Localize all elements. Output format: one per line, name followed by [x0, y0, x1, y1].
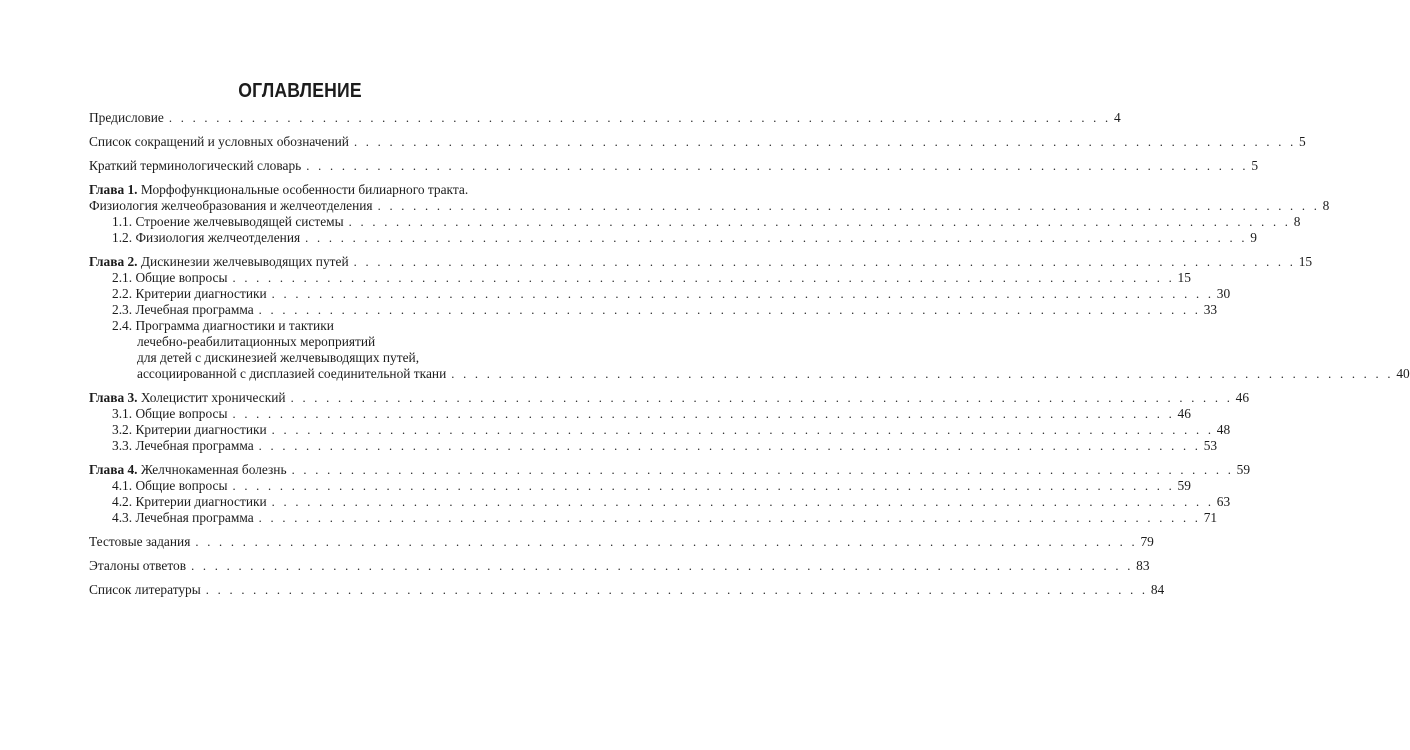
entry-title: Краткий терминологический словарь	[89, 158, 302, 173]
dot-leader: . . . . . . . . . . . . . . . . . . . . . . . . . . . . . . . . . . . . . . . . . . . . . . . . . . . . . . . . . . . . . . . . . . . . . . . . . . . . . . . .	[258, 511, 1201, 525]
page-number: 59	[1236, 462, 1251, 477]
dot-leader: . . . . . . . . . . . . . . . . . . . . . . . . . . . . . . . . . . . . . . . . . . . . . . . . . . . . . . . . . . . . . . . . . . . . . . . . . . . . . . . .	[353, 135, 1297, 149]
dot-leader: . . . . . . . . . . . . . . . . . . . . . . . . . . . . . . . . . . . . . . . . . . . . . . . . . . . . . . . . . . . . . . . . . . . . . . . . . . . . . . . .	[306, 159, 1249, 173]
toc-entry	[89, 558, 1150, 574]
dot-leader: . . . . . . . . . . . . . . . . . . . . . . . . . . . . . . . . . . . . . . . . . . . . . . . . . . . . . . . . . . . . . . . . . . . . . . . . . . . . . . . .	[232, 271, 1175, 285]
section-number: 1.2.	[112, 230, 133, 245]
chapter-label: Глава 1.	[89, 182, 138, 197]
page-number: 33	[1203, 302, 1218, 317]
section-title-text: Общие вопросы	[135, 478, 228, 493]
section-title	[112, 302, 254, 318]
dot-leader: . . . . . . . . . . . . . . . . . . . . . . . . . . . . . . . . . . . . . . . . . . . . . . . . . . . . . . . . . . . . . . . . . . . . . . . . . . . . . . . .	[258, 439, 1201, 453]
toc-section	[89, 366, 1410, 382]
section-title	[112, 366, 446, 382]
page-number: 5	[1251, 158, 1259, 173]
toc-entry	[89, 134, 1306, 150]
chapter-label: Глава 4.	[89, 462, 138, 477]
chapter-title	[89, 198, 373, 214]
toc-section	[89, 302, 1218, 318]
section-number: 4.1.	[112, 478, 133, 493]
toc-section	[89, 438, 1218, 454]
dot-leader: . . . . . . . . . . . . . . . . . . . . . . . . . . . . . . . . . . . . . . . . . . . . . . . . . . . . . . . . . . . . . . . . . . . . . . . . . . . . . . . .	[205, 583, 1148, 597]
toc-section	[89, 478, 1191, 494]
chapter-title	[89, 462, 287, 478]
section-title-text: для детей с дискинезией желчевыводящих путей,	[137, 350, 420, 365]
dot-leader: . . . . . . . . . . . . . . . . . . . . . . . . . . . . . . . . . . . . . . . . . . . . . . . . . . . . . . . . . . . . . . . . . . . . . . . . . . . . . . . .	[271, 287, 1214, 301]
page-number: 79	[1140, 534, 1154, 549]
toc-section-line	[89, 334, 507, 350]
chapter-title	[89, 254, 349, 270]
section-title	[112, 438, 254, 454]
table-of-contents	[89, 110, 1410, 598]
section-number: 2.1.	[112, 270, 133, 285]
section-title-text: Строение желчевыводящей системы	[135, 214, 344, 229]
page-number: 30	[1216, 286, 1231, 301]
dot-leader: . . . . . . . . . . . . . . . . . . . . . . . . . . . . . . . . . . . . . . . . . . . . . . . . . . . . . . . . . . . . . . . . . . . . . . . . . . . . . . . .	[290, 391, 1233, 405]
page-number: 46	[1235, 390, 1250, 405]
entry-title: Тестовые задания	[89, 534, 191, 549]
toc-entry	[89, 582, 1165, 598]
chapter-heading	[89, 198, 1330, 214]
section-title	[112, 494, 267, 510]
section-title-text: Программа диагностики и тактики	[135, 318, 334, 333]
section-title-text: лечебно-реабилитационных мероприятий	[137, 334, 376, 349]
page-number: 4	[1113, 110, 1121, 125]
page-number: 48	[1216, 422, 1231, 437]
toc-section	[89, 422, 1231, 438]
section-title	[112, 510, 254, 526]
page-number: 9	[1250, 230, 1257, 245]
section-title-text: Критерии диагностики	[135, 286, 267, 301]
dot-leader: . . . . . . . . . . . . . . . . . . . . . . . . . . . . . . . . . . . . . . . . . . . . . . . . . . . . . . . . . . . . . . . . . . . . . . . . . . . . . . . .	[271, 495, 1214, 509]
dot-leader: . . . . . . . . . . . . . . . . . . . . . . . . . . . . . . . . . . . . . . . . . . . . . . . . . . . . . . . . . . . . . . . . . . . . . . . . . . . . . . . .	[348, 215, 1291, 229]
chapter-heading-line	[89, 182, 507, 198]
dot-leader: . . . . . . . . . . . . . . . . . . . . . . . . . . . . . . . . . . . . . . . . . . . . . . . . . . . . . . . . . . . . . . . . . . . . . . . . . . . . . . . .	[305, 231, 1248, 245]
toc-section	[89, 510, 1218, 526]
chapter-title-text: Морфофункциональные особенности билиарного тракта.	[140, 182, 469, 197]
entry-title: Эталоны ответов	[89, 558, 187, 573]
chapter-title	[89, 390, 286, 406]
page-number: 59	[1177, 478, 1191, 493]
section-number: 1.1.	[112, 214, 133, 229]
page-number: 8	[1322, 198, 1330, 213]
chapter-heading	[89, 390, 1250, 406]
section-title-text: ассоциированной с дисплазией соединительной ткани	[137, 366, 447, 381]
entry-title: Список литературы	[89, 582, 201, 597]
chapter-label: Глава 3.	[89, 390, 138, 405]
chapter-label: Глава 2.	[89, 254, 138, 269]
section-title	[112, 422, 267, 438]
section-title	[112, 214, 344, 230]
dot-leader: . . . . . . . . . . . . . . . . . . . . . . . . . . . . . . . . . . . . . . . . . . . . . . . . . . . . . . . . . . . . . . . . . . . . . . . . . . . . . . . .	[168, 111, 1111, 125]
page-title: ОГЛАВЛЕНИЕ	[238, 80, 362, 102]
toc-section	[89, 230, 1257, 246]
page-number: 71	[1203, 510, 1218, 525]
section-title-text: Лечебная программа	[135, 438, 254, 453]
section-title	[112, 286, 267, 302]
chapter-title-text: Дискинезии желчевыводящих путей	[140, 254, 349, 269]
dot-leader: . . . . . . . . . . . . . . . . . . . . . . . . . . . . . . . . . . . . . . . . . . . . . . . . . . . . . . . . . . . . . . . . . . . . . . . . . . . . . . . .	[353, 255, 1296, 269]
section-number: 2.4.	[112, 318, 133, 333]
section-number: 4.2.	[112, 494, 133, 509]
page-number: 63	[1216, 494, 1231, 509]
section-title-text: Общие вопросы	[135, 270, 228, 285]
page-number: 53	[1203, 438, 1218, 453]
section-title-text: Общие вопросы	[135, 406, 228, 421]
dot-leader: . . . . . . . . . . . . . . . . . . . . . . . . . . . . . . . . . . . . . . . . . . . . . . . . . . . . . . . . . . . . . . . . . . . . . . . . . . . . . . . .	[377, 199, 1320, 213]
section-number: 3.2.	[112, 422, 133, 437]
section-title	[112, 478, 227, 494]
dot-leader: . . . . . . . . . . . . . . . . . . . . . . . . . . . . . . . . . . . . . . . . . . . . . . . . . . . . . . . . . . . . . . . . . . . . . . . . . . . . . . . .	[191, 559, 1134, 573]
section-title-text: Лечебная программа	[135, 510, 254, 525]
toc-entry	[89, 158, 1259, 174]
section-number: 2.2.	[112, 286, 133, 301]
dot-leader: . . . . . . . . . . . . . . . . . . . . . . . . . . . . . . . . . . . . . . . . . . . . . . . . . . . . . . . . . . . . . . . . . . . . . . . . . . . . . . . .	[232, 407, 1175, 421]
dot-leader: . . . . . . . . . . . . . . . . . . . . . . . . . . . . . . . . . . . . . . . . . . . . . . . . . . . . . . . . . . . . . . . . . . . . . . . . . . . . . . . .	[258, 303, 1201, 317]
dot-leader: . . . . . . . . . . . . . . . . . . . . . . . . . . . . . . . . . . . . . . . . . . . . . . . . . . . . . . . . . . . . . . . . . . . . . . . . . . . . . . . .	[451, 367, 1394, 381]
chapter-heading	[89, 462, 1251, 478]
toc-entry	[89, 534, 1154, 550]
section-number: 3.1.	[112, 406, 133, 421]
page-number: 46	[1177, 406, 1191, 421]
section-number: 4.3.	[112, 510, 133, 525]
toc-section-line	[89, 318, 507, 334]
toc-section-line	[89, 350, 507, 366]
chapter-title-text: Холецистит хронический	[140, 390, 286, 405]
chapter-title-text: Физиология желчеобразования и желчеотделения	[89, 198, 373, 213]
dot-leader: . . . . . . . . . . . . . . . . . . . . . . . . . . . . . . . . . . . . . . . . . . . . . . . . . . . . . . . . . . . . . . . . . . . . . . . . . . . . . . . .	[271, 423, 1214, 437]
section-title-text: Критерии диагностики	[135, 494, 267, 509]
dot-leader: . . . . . . . . . . . . . . . . . . . . . . . . . . . . . . . . . . . . . . . . . . . . . . . . . . . . . . . . . . . . . . . . . . . . . . . . . . . . . . . .	[195, 535, 1138, 549]
section-title	[112, 270, 227, 286]
page-number: 15	[1298, 254, 1313, 269]
chapter-heading	[89, 254, 1313, 270]
toc-section	[89, 494, 1231, 510]
toc-section	[89, 406, 1191, 422]
section-number: 3.3.	[112, 438, 133, 453]
entry-title: Список сокращений и условных обозначений	[89, 134, 349, 149]
section-title-text: Физиология желчеотделения	[135, 230, 301, 245]
entry-title: Предисловие	[89, 110, 164, 125]
section-title	[112, 230, 300, 246]
chapter-title-text: Желчнокаменная болезнь	[140, 462, 287, 477]
page-number: 15	[1177, 270, 1191, 285]
toc-section	[89, 214, 1301, 230]
page-number: 83	[1136, 558, 1150, 573]
toc-section	[89, 286, 1231, 302]
section-title-text: Критерии диагностики	[135, 422, 267, 437]
page-number: 84	[1150, 582, 1165, 597]
page-number: 8	[1293, 214, 1301, 229]
section-number: 2.3.	[112, 302, 133, 317]
page-number: 40	[1396, 366, 1410, 381]
dot-leader: . . . . . . . . . . . . . . . . . . . . . . . . . . . . . . . . . . . . . . . . . . . . . . . . . . . . . . . . . . . . . . . . . . . . . . . . . . . . . . . .	[232, 479, 1175, 493]
page-number: 5	[1299, 134, 1306, 149]
toc-entry	[89, 110, 1121, 126]
dot-leader: . . . . . . . . . . . . . . . . . . . . . . . . . . . . . . . . . . . . . . . . . . . . . . . . . . . . . . . . . . . . . . . . . . . . . . . . . . . . . . . .	[291, 463, 1234, 477]
section-title	[112, 406, 227, 422]
section-title-text: Лечебная программа	[135, 302, 254, 317]
toc-section	[89, 270, 1191, 286]
